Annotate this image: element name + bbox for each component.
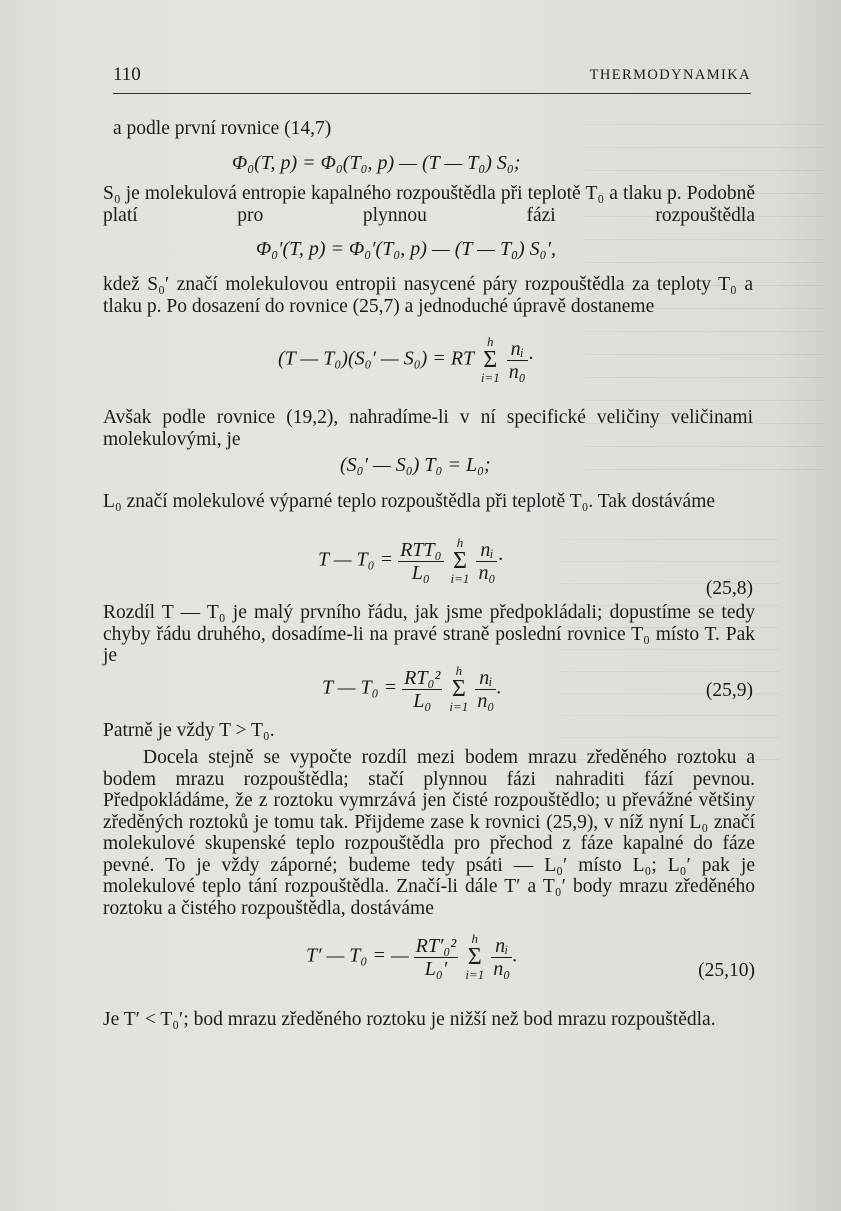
equation: T — T₀ = $\frac{\text{RTT₀}}{\text{L₀}}$ h Σ i=1 $\frac{\text{nᵢ}}{\text{n₀}}$ · (318, 535, 505, 586)
equation: T — T₀ = $\frac{\text{RT₀²}}{\text{L₀}}$ h Σ i=1 $\frac{\text{nᵢ}}{\text{n₀}}$ . (322, 663, 502, 714)
equation: Φ₀(T, p) = Φ₀(T₀, p) — (T — T₀) S₀; (232, 152, 521, 174)
sum-lower-limit: i=1 (449, 699, 469, 714)
fraction-denominator: L₀ (411, 561, 430, 584)
fraction-numerator: nᵢ (491, 935, 512, 958)
header-rule (113, 93, 751, 94)
sum-upper-limit: h (471, 931, 478, 946)
fraction (475, 667, 496, 712)
sum-upper-limit: h (455, 663, 463, 678)
equation-left: T — T₀ = (322, 676, 398, 699)
fraction-numerator: RTT₀ (400, 538, 442, 561)
equation: (T — T₀)(S₀′ — S₀) = RT h Σ i=1 $\frac{\text{nᵢ}}{\text{n₀}}$ · (278, 334, 535, 385)
sum-symbol: h Σ i=1 (449, 663, 469, 714)
paragraph: Patrně je vždy T > T₀. (103, 720, 275, 741)
equation: (S₀′ — S₀) T₀ = L₀; (340, 454, 491, 476)
equation-left: T′ — T₀ = — (306, 944, 409, 967)
paragraph: L₀ značí molekulové výparné teplo rozpouštědla při teplotě T₀. Tak dostáváme (103, 491, 716, 512)
fraction (476, 539, 497, 584)
fraction (491, 935, 512, 980)
equation-number: (25,10) (698, 960, 755, 981)
paragraph: a podle první rovnice (14,7) (113, 118, 332, 139)
fraction-numerator: nᵢ (507, 338, 528, 361)
fraction-denominator: L₀ (413, 689, 432, 712)
fraction (398, 539, 443, 584)
fraction-denominator: n₀ (478, 561, 496, 584)
fraction-denominator: n₀ (508, 360, 526, 383)
fraction-numerator: nᵢ (475, 667, 496, 690)
equation-left: (T — T₀)(S₀′ — S₀) = RT (278, 347, 474, 370)
equation-number: (25,9) (705, 680, 753, 701)
fraction (507, 338, 528, 383)
equation-number: (25,8) (705, 578, 753, 599)
paragraph: S₀ je molekulová entropie kapalného rozpouštědla při teplotě T₀ a tlaku p. Podobně platí pro plynnou fázi rozpouštědla (103, 183, 755, 226)
sum-symbol: h Σ i=1 (450, 535, 470, 586)
equation-left: T — T₀ = (318, 548, 394, 571)
fraction-denominator: L₀′ (424, 957, 448, 980)
running-title: THERMODYNAMIKA (589, 67, 751, 83)
sum-upper-limit: h (487, 334, 494, 349)
fraction (414, 935, 459, 980)
sum-symbol: h Σ i=1 (465, 931, 485, 982)
fraction-numerator: nᵢ (476, 539, 497, 562)
fraction (402, 667, 442, 712)
paragraph: Docela stejně se vypočte rozdíl mezi bodem mrazu zředěného roztoku a bodem mrazu rozpouštědla; stačí plynnou fázi nahraditi fází pevnou. Předpokládáme, že z roztoku vymrzává jen čisté rozpouštědlo; u převážné většiny zředěných roztoků je tomu tak. Přijdeme zase k rovnici (25,9), v níž nyní L₀ značí molekulové skupenské teplo rozpouštědla pro přechod z fáze kapalné do fáze pevné. To je vždy záporné; budeme tedy psáti — L₀′ místo L₀; L₀′ pak je molekulové teplo tání rozpouštědla. Značí-li dále T′ a T₀′ body mrazu zředěného roztoku a čistého rozpouštědla, dostáváme (103, 747, 755, 919)
equation: T′ — T₀ = — $\frac{\text{RT′₀²}}{\text{L₀′}}$ h Σ i=1 $\frac{\text{nᵢ}}{\text{n₀}}$ . (306, 931, 518, 982)
sum-lower-limit: i=1 (465, 967, 485, 982)
paragraph: kdež S₀′ značí molekulovou entropii nasycené páry rozpouštědla za teploty T₀ a tlaku p. Po dosazení do rovnice (25,7) a jednoduché úpravě dostaneme (103, 274, 753, 317)
page-number: 110 (113, 64, 141, 85)
equation: Φ₀′(T, p) = Φ₀′(T₀, p) — (T — T₀) S₀′, (256, 238, 557, 260)
paragraph: Avšak podle rovnice (19,2), nahradíme-li v ní specifické veličiny veličinami molekulovými, je (103, 407, 753, 450)
paragraph: Je T′ < T₀′; bod mrazu zředěného roztoku je nižší než bod mrazu rozpouštědla. (103, 1009, 716, 1030)
fraction-numerator: RT′₀² (415, 934, 457, 957)
sum-lower-limit: i=1 (450, 571, 470, 586)
fraction-denominator: n₀ (493, 957, 511, 980)
fraction-numerator: RT₀² (404, 666, 441, 689)
sum-lower-limit: i=1 (480, 370, 500, 385)
paragraph: Rozdíl T — T₀ je malý prvního řádu, jak jsme předpokládali; dopustíme se tedy chyby řádu druhého, dosadíme-li na pravé straně poslední rovnice T₀ místo T. Pak je (103, 602, 755, 666)
fraction-denominator: n₀ (477, 689, 495, 712)
sum-upper-limit: h (456, 535, 464, 550)
sum-symbol: h Σ i=1 (480, 334, 500, 385)
